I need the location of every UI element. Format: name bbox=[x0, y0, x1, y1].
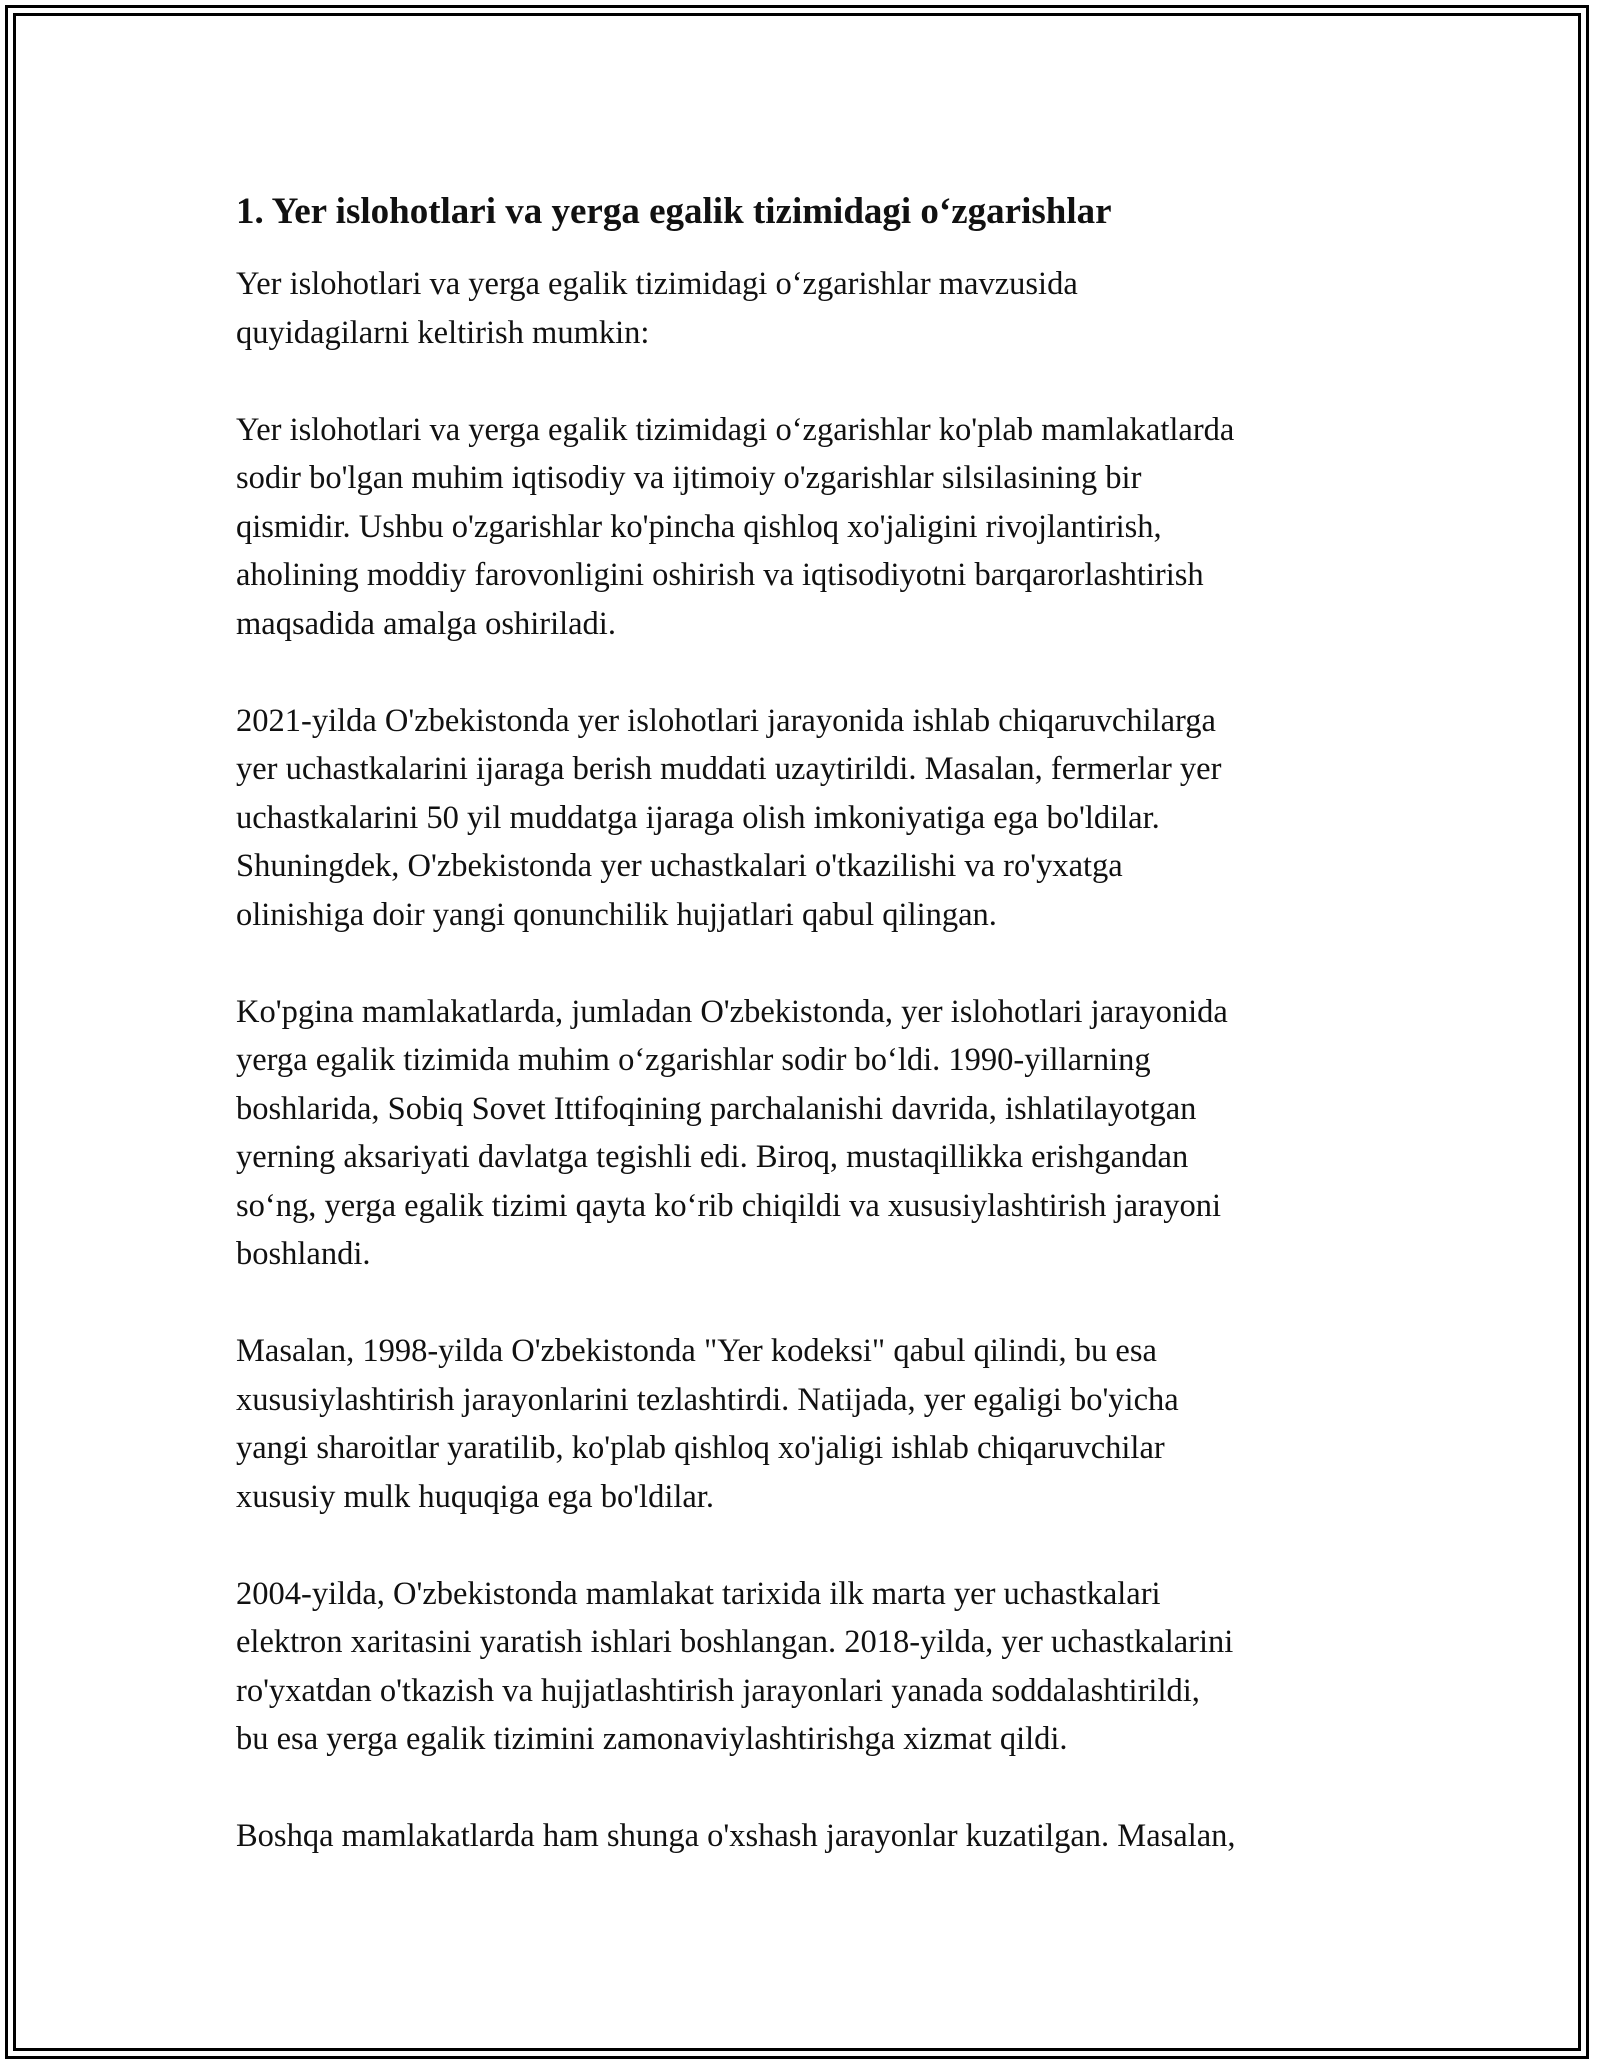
paragraph-line: 2004-yilda, O'zbekistonda mamlakat tarixida ilk marta yer uchastkalari bbox=[236, 1575, 1161, 1612]
paragraph-line: quyidagilarni keltirish mumkin: bbox=[236, 314, 650, 351]
paragraph-line: so‘ng, yerga egalik tizimi qayta ko‘rib chiqildi va xususiylashtirish jarayoni bbox=[236, 1187, 1222, 1224]
paragraph-other-countries bbox=[236, 1812, 1376, 1861]
document-body bbox=[236, 188, 1376, 1909]
paragraph-1990s bbox=[236, 988, 1376, 1279]
paragraph-line: yerga egalik tizimida muhim o‘zgarishlar sodir bo‘ldi. 1990-yillarning bbox=[236, 1042, 1151, 1078]
paragraph-line: bu esa yerga egalik tizimini zamonaviylashtirishga xizmat qildi. bbox=[236, 1721, 1068, 1757]
paragraph-overview bbox=[236, 406, 1376, 649]
paragraph-line: ro'yxatdan o'tkazish va hujjatlashtirish jarayonlari yanada soddalashtirildi, bbox=[236, 1672, 1200, 1709]
paragraph-line: yerning aksariyati davlatga tegishli edi. Biroq, mustaqillikka erishgandan bbox=[236, 1139, 1189, 1175]
paragraph-2004 bbox=[236, 1570, 1376, 1764]
paragraph-line: Ko'pgina mamlakatlarda, jumladan O'zbekistonda, yer islohotlari jarayonida bbox=[236, 993, 1228, 1030]
paragraph-line: xususiy mulk huquqiga ega bo'ldilar. bbox=[236, 1478, 714, 1515]
paragraph-line: sodir bo'lgan muhim iqtisodiy va ijtimoiy o'zgarishlar silsilasining bir bbox=[236, 460, 1142, 496]
paragraph-line: aholining moddiy farovonligini oshirish va iqtisodiyotni barqarorlashtirish bbox=[236, 557, 1204, 593]
paragraph-line: maqsadida amalga oshiriladi. bbox=[236, 605, 616, 642]
paragraph-line: olinishiga doir yangi qonunchilik hujjatlari qabul qilingan. bbox=[236, 896, 997, 933]
paragraph-line: elektron xaritasini yaratish ishlari boshlangan. 2018-yilda, yer uchastkalarini bbox=[236, 1624, 1234, 1660]
paragraph-line: qismidir. Ushbu o'zgarishlar ko'pincha qishloq xo'jaligini rivojlantirish, bbox=[236, 508, 1162, 545]
paragraph-line: boshlandi. bbox=[236, 1236, 371, 1272]
paragraph-1998 bbox=[236, 1327, 1376, 1521]
paragraph-line: Yer islohotlari va yerga egalik tizimidagi o‘zgarishlar ko'plab mamlakatlarda bbox=[236, 411, 1235, 448]
paragraph-line: uchastkalarini 50 yil muddatga ijaraga olish imkoniyatiga ega bo'ldilar. bbox=[236, 799, 1160, 836]
paragraph-line: Boshqa mamlakatlarda ham shunga o'xshash jarayonlar kuzatilgan. Masalan, bbox=[236, 1818, 1236, 1854]
paragraph-line: Yer islohotlari va yerga egalik tizimidagi o‘zgarishlar mavzusida bbox=[236, 266, 1078, 302]
paragraph-line: boshlarida, Sobiq Sovet Ittifoqining parchalanishi davrida, ishlatilayotgan bbox=[236, 1090, 1197, 1127]
paragraph-line: xususiylashtirish jarayonlarini tezlashtirdi. Natijada, yer egaligi bo'yicha bbox=[236, 1381, 1179, 1418]
paragraph-line: yer uchastkalarini ijaraga berish muddati uzaytirildi. Masalan, fermerlar yer bbox=[236, 751, 1222, 787]
paragraph-line: 2021-yilda O'zbekistonda yer islohotlari jarayonida ishlab chiqaruvchilarga bbox=[236, 702, 1216, 739]
paragraph-2021 bbox=[236, 697, 1376, 940]
paragraph-line: Masalan, 1998-yilda O'zbekistonda "Yer kodeksi" qabul qilindi, bu esa bbox=[236, 1333, 1157, 1369]
paragraph-line: yangi sharoitlar yaratilib, ko'plab qishloq xo'jaligi ishlab chiqaruvchilar bbox=[236, 1430, 1165, 1466]
section-heading: 1. Yer islohotlari va yerga egalik tizimidagi o‘zgarishlar bbox=[236, 191, 1112, 232]
paragraph-intro bbox=[236, 260, 1376, 357]
paragraph-line: Shuningdek, O'zbekistonda yer uchastkalari o'tkazilishi va ro'yxatga bbox=[236, 848, 1123, 884]
